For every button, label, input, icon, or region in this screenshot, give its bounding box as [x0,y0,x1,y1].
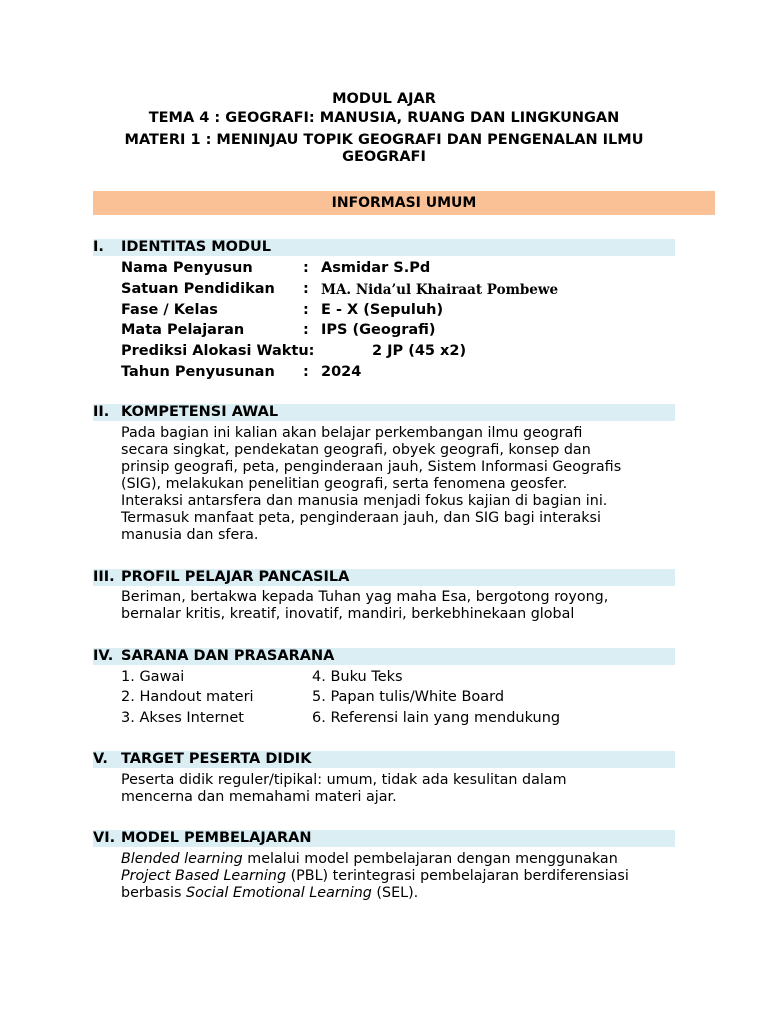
doc-material: MATERI 1 : MENINJAU TOPIK GEOGRAFI DAN PENGENALAN ILMU [124,132,644,148]
row-colon: : [303,322,309,338]
target-paragraph [121,772,681,806]
paragraph-line: Termasuk manfaat peta, penginderaan jauh, dan SIG bagi interaksi [121,510,601,526]
paragraph-line [121,868,681,885]
paragraph-line: bernalar kritis, kreatif, inovatif, mandiri, berkebhinekaan global [121,606,575,622]
row-colon: : [303,302,309,318]
list-item: 2. Handout materi [121,689,254,705]
section-number: II. [93,404,110,420]
section-title: MODEL PEMBELAJARAN [121,830,312,846]
line-text: berbasis [121,885,186,901]
paragraph-line: mencerna dan memahami materi ajar. [121,789,397,805]
paragraph-line: (SIG), melakukan penelitian geografi, serta fenomena geosfer. [121,476,568,492]
line-text: melalui model pembelajaran dengan menggunakan [242,851,618,867]
row-label: Tahun Penyusunan [121,364,275,380]
italic-term: Social Emotional Learning [186,885,372,901]
profil-paragraph [121,589,681,623]
line-text: (SEL). [371,885,419,901]
italic-term: Blended learning [121,851,243,867]
row-value: MA. Nida’ul Khairaat Pombewe [321,282,559,298]
section-header-target [93,751,675,768]
section-number: V. [93,751,108,767]
doc-material-cont: GEOGRAFI [342,149,426,165]
row-value: IPS (Geografi) [321,322,436,338]
list-item: 4. Buku Teks [312,669,403,685]
list-item: 1. Gawai [121,669,185,685]
paragraph-line [121,851,681,868]
section-number: IV. [93,648,114,664]
kompetensi-paragraph [121,425,681,544]
row-label: Satuan Pendidikan [121,281,275,297]
row-colon: : [303,260,309,276]
section-number: VI. [93,830,116,846]
section-number: I. [93,239,104,255]
paragraph-line: Pada bagian ini kalian akan belajar perkembangan ilmu geografi [121,425,583,441]
row-colon: : [303,281,309,297]
italic-term: Project Based Learning [121,868,287,884]
paragraph-line: Peserta didik reguler/tipikal: umum, tidak ada kesulitan dalam [121,772,567,788]
list-item: 5. Papan tulis/White Board [312,689,505,705]
row-value: 2024 [321,364,362,380]
doc-title: MODUL AJAR [332,91,436,107]
doc-theme: TEMA 4 : GEOGRAFI: MANUSIA, RUANG DAN LINGKUNGAN [148,110,620,126]
row-label: Prediksi Alokasi Waktu: [121,343,315,359]
section-header-identitas [93,239,675,256]
row-label: Fase / Kelas [121,302,218,318]
section-title: TARGET PESERTA DIDIK [121,751,312,767]
model-paragraph [121,851,681,902]
line-text: (PBL) terintegrasi pembelajaran berdiferensiasi [286,868,629,884]
row-colon: : [303,364,309,380]
section-header-profil [93,569,675,586]
info-banner: INFORMASI UMUM [93,191,715,215]
row-value: E - X (Sepuluh) [321,302,444,318]
row-value: 2 JP (45 x2) [372,343,467,359]
paragraph-line: prinsip geografi, peta, penginderaan jauh, Sistem Informasi Geografis [121,459,622,475]
section-header-kompetensi [93,404,675,421]
section-header-model [93,830,675,847]
section-title: SARANA DAN PRASARANA [121,648,335,664]
row-label: Mata Pelajaran [121,322,245,338]
section-number: III. [93,569,115,585]
section-title: IDENTITAS MODUL [121,239,272,255]
paragraph-line: Interaksi antarsfera dan manusia menjadi fokus kajian di bagian ini. [121,493,608,509]
section-title: PROFIL PELAJAR PANCASILA [121,569,350,585]
section-header-sarana [93,648,675,665]
row-label: Nama Penyusun [121,260,253,276]
paragraph-line: secara singkat, pendekatan geografi, obyek geografi, konsep dan [121,442,591,458]
section-title: KOMPETENSI AWAL [121,404,279,420]
paragraph-line: manusia dan sfera. [121,527,259,543]
paragraph-line: Beriman, bertakwa kepada Tuhan yag maha Esa, bergotong royong, [121,589,609,605]
paragraph-line [121,885,681,902]
list-item: 6. Referensi lain yang mendukung [312,710,561,726]
list-item: 3. Akses Internet [121,710,244,726]
row-value: Asmidar S.Pd [321,260,431,276]
